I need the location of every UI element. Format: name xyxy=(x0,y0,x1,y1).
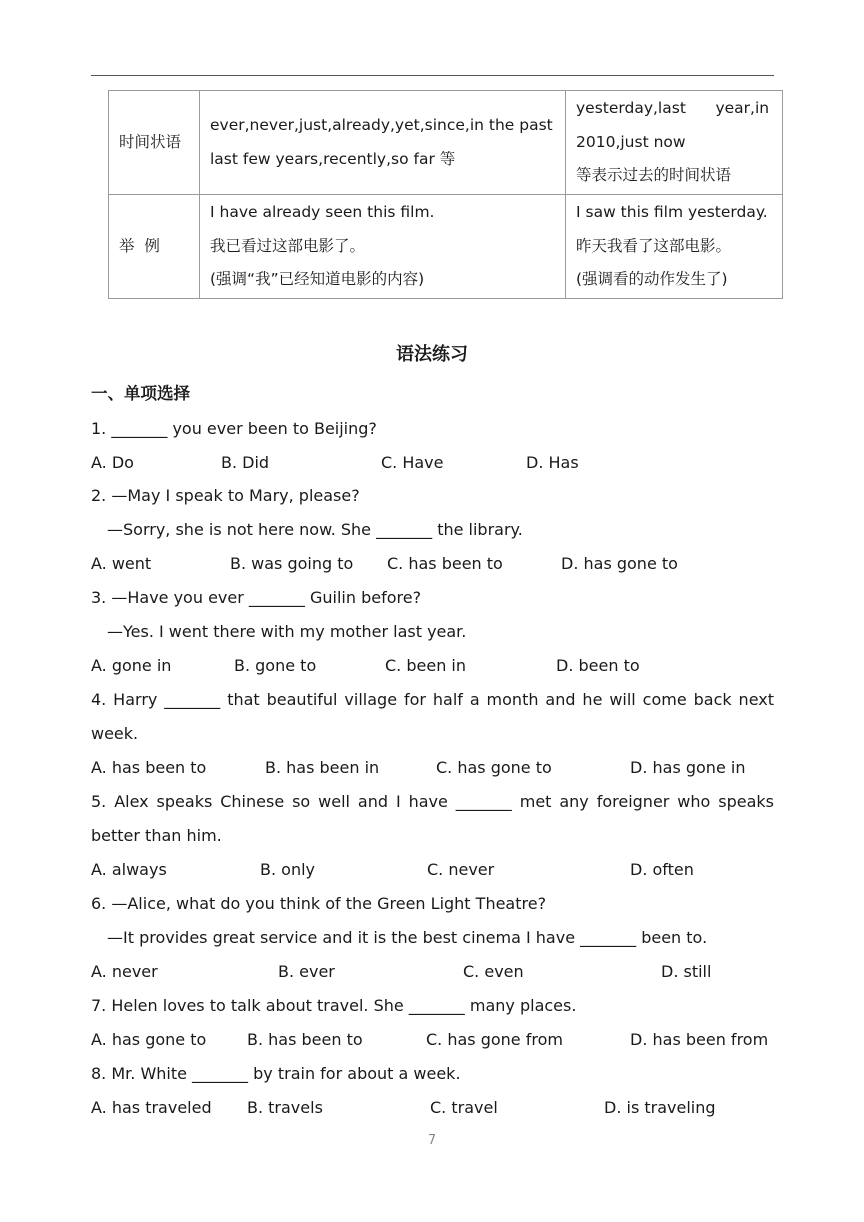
option-a: A. has gone to xyxy=(91,1030,207,1049)
cell-line: 等表示过去的时间状语 xyxy=(576,166,732,185)
option-b: B. has been in xyxy=(265,758,380,777)
page-number: 7 xyxy=(427,1133,437,1148)
question-3-line-2: —Yes. I went there with my mother last year. xyxy=(107,622,467,641)
option-d: D. been to xyxy=(556,656,640,675)
option-b: B. ever xyxy=(278,962,335,981)
cell-line: 2010,just now xyxy=(576,132,686,151)
option-a: A. has traveled xyxy=(91,1098,212,1117)
option-a: A. always xyxy=(91,860,167,879)
table-row xyxy=(109,195,783,299)
cell-line: last few years,recently,so far 等 xyxy=(210,149,456,168)
row-label: 举 例 xyxy=(109,195,200,299)
question-7: 7. Helen loves to talk about travel. She _______ many places. xyxy=(91,996,577,1015)
option-b: B. only xyxy=(260,860,315,879)
question-6-line-2: —It provides great service and it is the best cinema I have _______ been to. xyxy=(107,928,708,947)
option-d: D. still xyxy=(661,962,712,981)
section-heading: 一、单项选择 xyxy=(91,384,190,403)
question-5-line-2: better than him. xyxy=(91,826,222,845)
option-d: D. has gone to xyxy=(561,554,678,573)
option-b: B. was going to xyxy=(230,554,354,573)
option-c: C. travel xyxy=(430,1098,498,1117)
option-d: D. often xyxy=(630,860,694,879)
row-label: 时间状语 xyxy=(109,91,200,195)
option-c: C. has gone from xyxy=(426,1030,563,1049)
option-c: C. been in xyxy=(385,656,466,675)
option-b: B. gone to xyxy=(234,656,317,675)
question-4: 4. Harry _______ that beautiful village for half a month and he will come back next xyxy=(91,690,774,709)
comparison-table xyxy=(108,90,783,299)
table-cell xyxy=(566,91,783,195)
option-c: C. has been to xyxy=(387,554,503,573)
option-d: D. has gone in xyxy=(630,758,746,777)
question-1: 1. _______ you ever been to Beijing? xyxy=(91,419,377,438)
table-cell xyxy=(566,195,783,299)
option-b: B. Did xyxy=(221,453,270,472)
option-b: B. has been to xyxy=(247,1030,363,1049)
table-cell xyxy=(200,195,566,299)
header-rule xyxy=(91,75,774,76)
option-a: A. went xyxy=(91,554,152,573)
cell-line: 昨天我看了这部电影。 xyxy=(576,236,732,255)
option-a: A. has been to xyxy=(91,758,207,777)
option-c: C. has gone to xyxy=(436,758,552,777)
cell-line: I have already seen this film. xyxy=(210,203,435,222)
option-a: A. Do xyxy=(91,453,134,472)
question-4-line-2: week. xyxy=(91,724,139,743)
cell-line: 我已看过这部电影了。 xyxy=(210,236,366,255)
option-d: D. Has xyxy=(526,453,579,472)
cell-line: I saw this film yesterday. xyxy=(576,203,768,222)
option-c: C. Have xyxy=(381,453,444,472)
question-2: 2. —May I speak to Mary, please? xyxy=(91,486,360,505)
cell-line: (强调“我”已经知道电影的内容) xyxy=(210,270,425,289)
question-8: 8. Mr. White _______ by train for about a week. xyxy=(91,1064,461,1083)
cell-line: yesterday,last year,in xyxy=(576,99,770,118)
option-c: C. never xyxy=(427,860,495,879)
option-a: A. never xyxy=(91,962,158,981)
option-c: C. even xyxy=(463,962,524,981)
cell-line: ever,never,just,already,yet,since,in the past xyxy=(210,116,553,134)
cell-line: (强调看的动作发生了) xyxy=(576,270,728,289)
option-a: A. gone in xyxy=(91,656,172,675)
question-5: 5. Alex speaks Chinese so well and I have _______ met any foreigner who speaks xyxy=(91,792,774,811)
question-2-line-2: —Sorry, she is not here now. She _______ the library. xyxy=(107,520,523,539)
option-d: D. is traveling xyxy=(604,1098,716,1117)
table-row xyxy=(109,91,783,195)
option-d: D. has been from xyxy=(630,1030,769,1049)
question-6: 6. —Alice, what do you think of the Green Light Theatre? xyxy=(91,894,547,913)
table-cell xyxy=(200,91,566,195)
question-3: 3. —Have you ever _______ Guilin before? xyxy=(91,588,422,607)
page-title: 语法练习 xyxy=(396,344,468,365)
option-b: B. travels xyxy=(247,1098,323,1117)
